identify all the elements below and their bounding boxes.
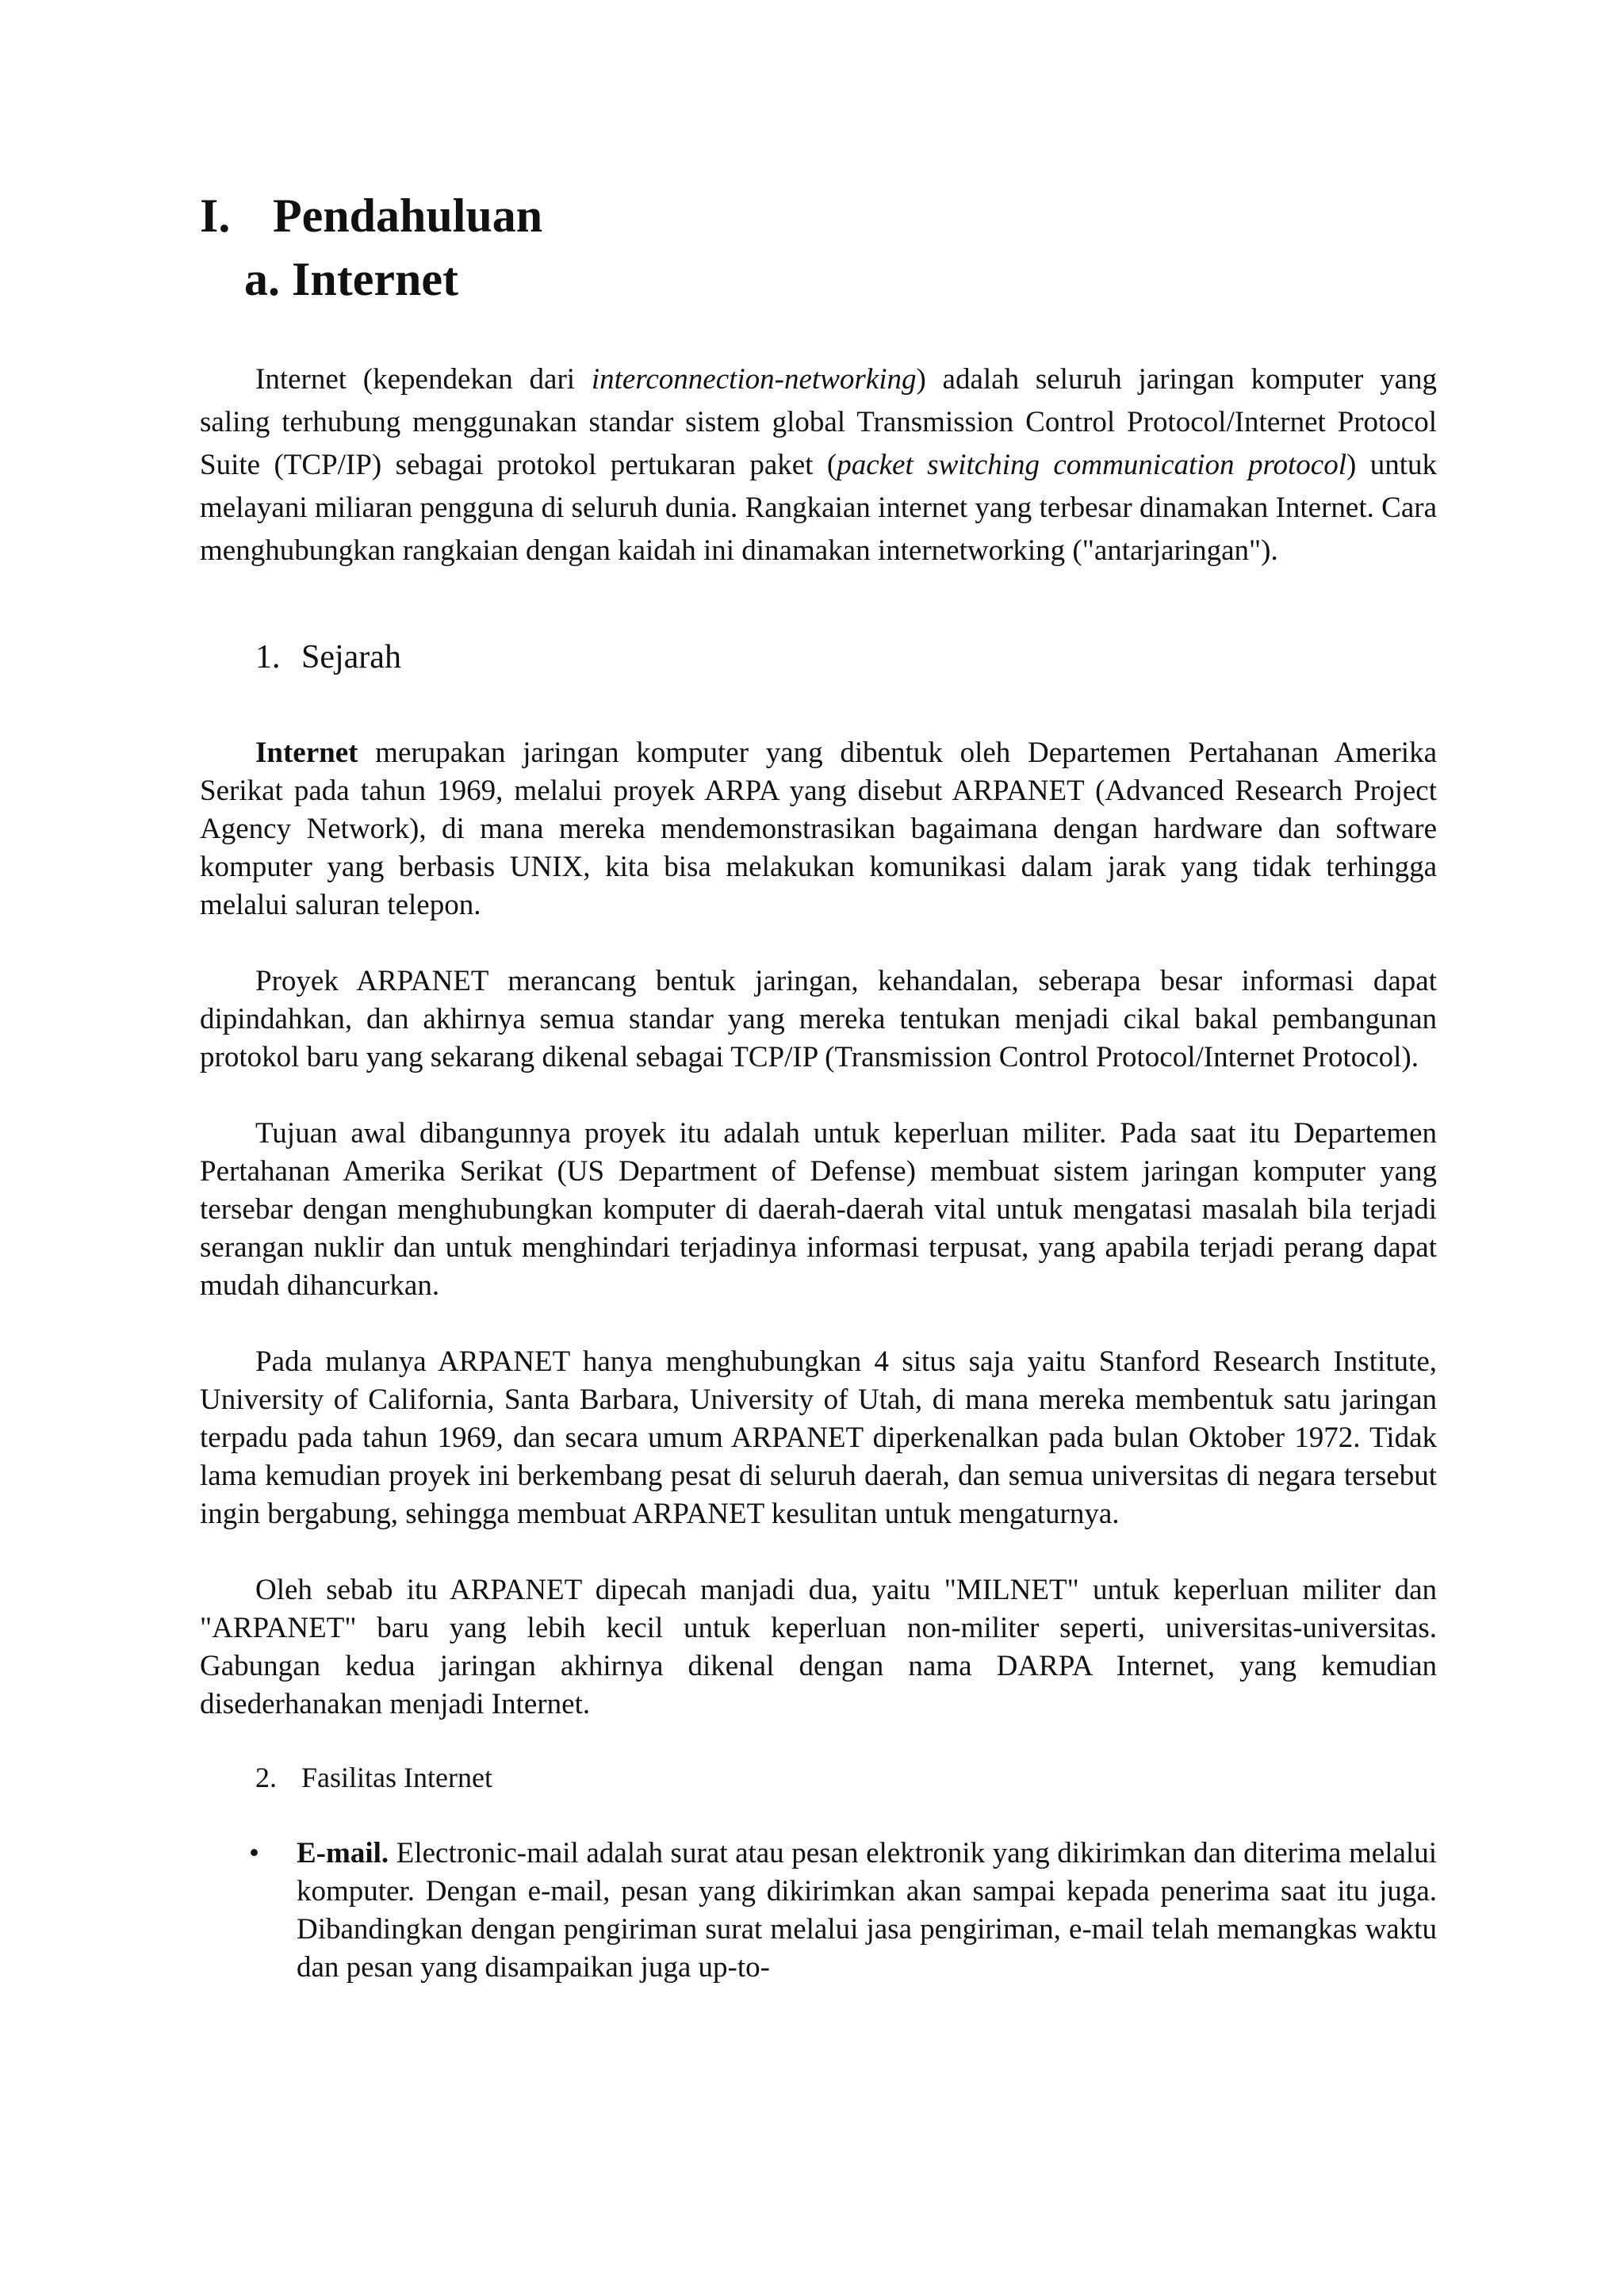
subsection-number: 1. [255, 639, 281, 675]
intro-paragraph [200, 358, 1437, 572]
bullet-icon: • [249, 1837, 259, 1869]
intro-italic-term-2: packet switching communication protocol [837, 449, 1346, 481]
list-item-text: Electronic-mail adalah surat atau pesan elektronik yang dikirimkan dan diterima melalui komputer. Dengan e-mail, pesan yang dikirimkan akan sampai kepada penerima saat itu juga. Dibandingkan dengan pengiriman surat melalui jasa pengiriman, e-mail telah memangkas waktu dan pesan yang disampaikan juga up-to- [297, 1837, 1437, 1984]
bold-term-internet: Internet [255, 737, 358, 769]
document-content [200, 184, 1437, 1987]
subsection-title: Fasilitas Internet [301, 1762, 492, 1793]
section-heading-internet: a. Internet [244, 253, 458, 305]
fasilitas-list [200, 1835, 1437, 1987]
subsection-heading-fasilitas [255, 1758, 1437, 1797]
chapter-number: I. [200, 189, 231, 242]
sejarah-paragraph-1 [200, 734, 1437, 924]
chapter-title: Pendahuluan [273, 189, 543, 242]
list-item-term: E-mail. [297, 1837, 389, 1869]
intro-text-b: ) adalah seluruh jaringan komputer yang saling terhubung menggunakan standar sistem global Transmission Control Protocol/Internet Protocol Suite (TCP/IP) sebagai protokol pertukaran paket ( [200, 363, 1437, 481]
sejarah-paragraph-5: Oleh sebab itu ARPANET dipecah manjadi dua, yaitu "MILNET" untuk keperluan militer dan "ARPANET" baru yang lebih kecil untuk keperluan non-militer seperti, universitas-universitas. Gabungan kedua jaringan akhirnya dikenal dengan nama DARPA Internet, yang kemudian disederhanakan menjadi Internet. [200, 1574, 1437, 1720]
subsection-heading-sejarah [255, 636, 1437, 679]
intro-text-a: Internet (kependekan dari [255, 363, 592, 396]
subsection-title: Sejarah [301, 639, 401, 675]
intro-text-c: ) untuk melayani miliaran pengguna di seluruh dunia. Rangkaian internet yang terbesar dinamakan Internet. Cara menghubungkan rangkaian dengan kaidah ini dinamakan internetworking ("antarjaringan"). [200, 449, 1437, 567]
list-item [200, 1835, 1437, 1987]
sejarah-paragraph-3: Tujuan awal dibangunnya proyek itu adalah untuk keperluan militer. Pada saat itu Departemen Pertahanan Amerika Serikat (US Department of Defense) membuat sistem jaringan komputer yang tersebar dengan menghubungkan komputer di daerah-daerah vital untuk mengatasi masalah bila terjadi serangan nuklir dan untuk menghindari terjadinya informasi terpusat, yang apabila terjadi perang dapat mudah dihancurkan. [200, 1117, 1437, 1302]
sejarah-p1-text: merupakan jaringan komputer yang dibentuk oleh Departemen Pertahanan Amerika Serikat pada tahun 1969, melalui proyek ARPA yang disebut ARPANET (Advanced Research Project Agency Network), di mana mereka mendemonstrasikan bagaimana dengan hardware dan software komputer yang berbasis UNIX, kita bisa melakukan komunikasi dalam jarak yang tidak terhingga melalui saluran telepon. [200, 737, 1437, 921]
chapter-heading [200, 184, 1437, 247]
sejarah-paragraph-4: Pada mulanya ARPANET hanya menghubungkan 4 situs saja yaitu Stanford Research Institute, University of California, Santa Barbara, University of Utah, di mana mereka membentuk satu jaringan terpadu pada tahun 1969, dan secara umum ARPANET diperkenalkan pada bulan Oktober 1972. Tidak lama kemudian proyek ini berkembang pesat di seluruh daerah, dan semua universitas di negara tersebut ingin bergabung, sehingga membuat ARPANET kesulitan untuk mengaturnya. [200, 1345, 1437, 1530]
sejarah-paragraph-2: Proyek ARPANET merancang bentuk jaringan, kehandalan, seberapa besar informasi dapat dipindahkan, dan akhirnya semua standar yang mereka tentukan menjadi cikal bakal pembangunan protokol baru yang sekarang dikenal sebagai TCP/IP (Transmission Control Protocol/Internet Protocol). [200, 965, 1437, 1073]
subsection-number: 2. [255, 1762, 277, 1793]
intro-italic-term: interconnection-networking [591, 363, 917, 396]
